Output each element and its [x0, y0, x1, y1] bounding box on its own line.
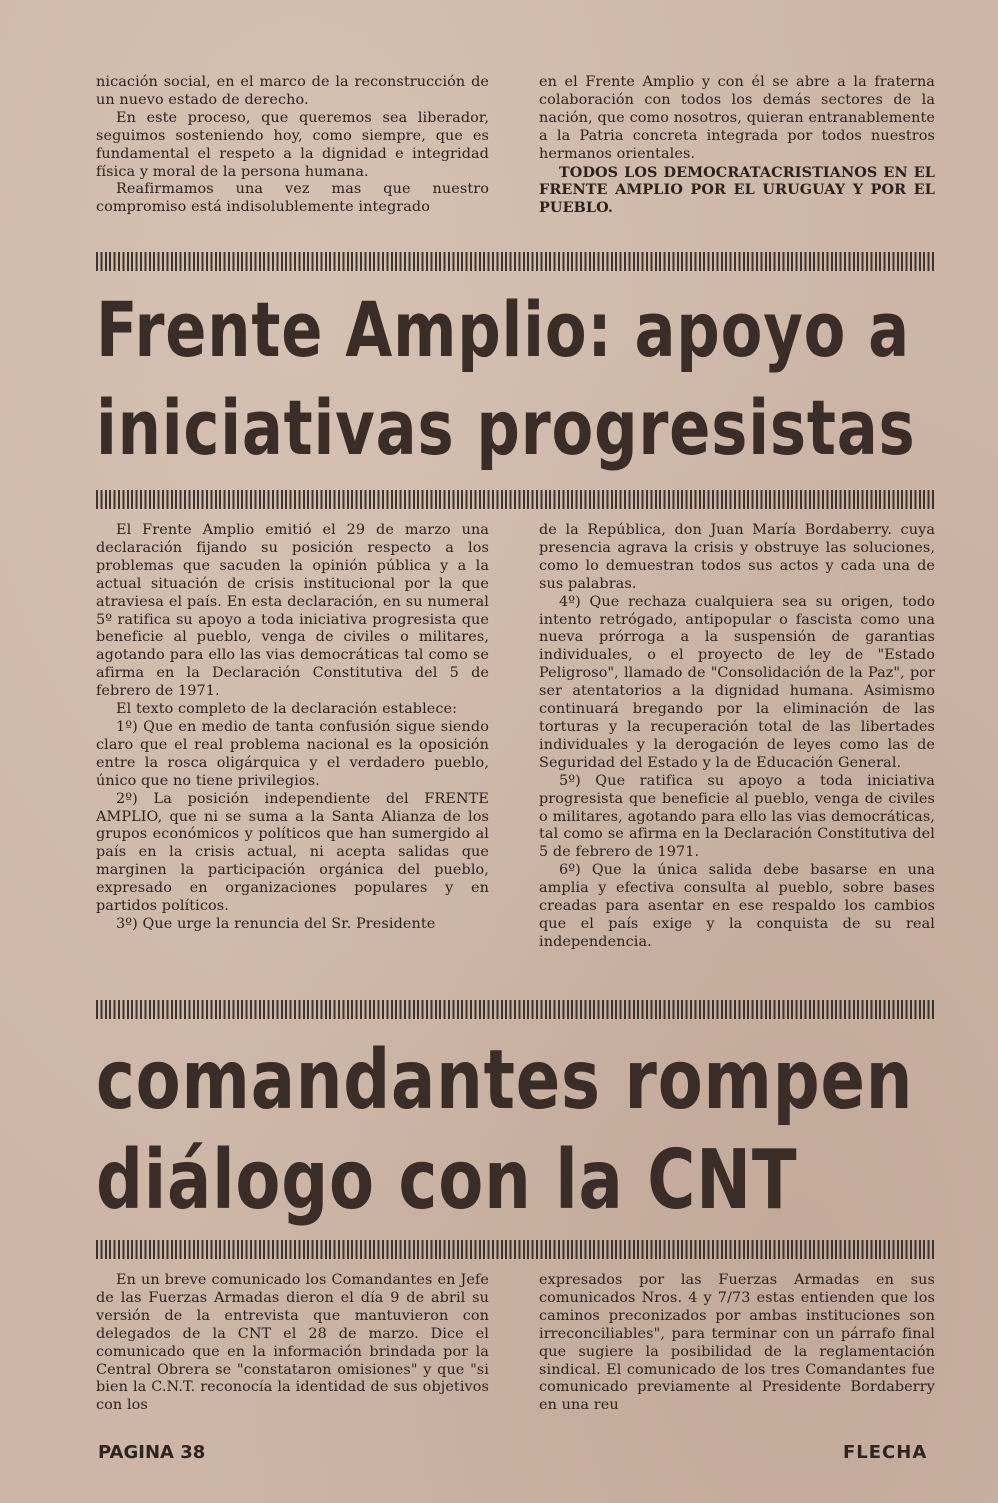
publication-name: FLECHA — [843, 1442, 928, 1463]
paragraph: 1º) Que en medio de tanta confusión sigue siendo claro que el real problema nacional es la oposición entre la rosca oligárquica y el verdadero pueblo, único que no tiene privilegios. — [96, 718, 489, 789]
article1-left-column — [96, 522, 489, 934]
page-number: PAGINA 38 — [98, 1442, 206, 1463]
article1-right-column — [539, 522, 935, 952]
article2-right-column — [539, 1272, 935, 1415]
headline-comandantes-line2: diálogo con la CNT — [96, 1133, 798, 1228]
paragraph: 6º) Que la única salida debe basarse en una amplia y efectiva consulta al pueblo, sobre bases creadas para asentar en ese respaldo los cambios que el país exige y la conquista de su real independencia. — [539, 862, 935, 950]
headline-frente-amplio-line1: Frente Amplio: apoyo a — [96, 285, 910, 374]
paragraph: El Frente Amplio emitió el 29 de marzo una declaración fijando su posición respecto a los problemas que sacuden la opinión pública y a la actual situación de crisis institucional por la que atraviesa el país. En esta declaración, en su numeral 5º ratifica su apoyo a toda iniciativa progresista que beneficie al pueblo, venga de civiles o militares, agotando para ello las vias democráticas tal como se afirma en la Declaración Constitutiva del 5 de febrero de 1971. — [96, 522, 489, 700]
divider-rule — [96, 1240, 936, 1259]
divider-rule — [96, 252, 936, 271]
top-article-left-column — [96, 74, 489, 217]
headline-comandantes-line1: comandantes rompen — [96, 1033, 914, 1128]
top-article-right-column — [539, 74, 935, 217]
paragraph: expresados por las Fuerzas Armadas en sus comunicados Nros. 4 y 7/73 estas entienden que los caminos preconizados por ambas instituciones son irreconciliables", para terminar con un párrafo final que sugiere la posibilidad de la reglamentación sindical. El comunicado de los tres Comandantes fue comunicado previamente al Presidente Bordaberry en una reu — [539, 1272, 935, 1414]
headline-frente-amplio-line2: iniciativas progresistas — [96, 383, 916, 472]
paragraph: 2º) La posición independiente del FRENTE AMPLIO, que ni se suma a la Santa Alianza de los grupos económicos y políticos que han sumergido al país en la crisis actual, ni acepta salidas que marginen la participación orgánica del pueblo, expresado en organizaciones populares y en partidos políticos. — [96, 790, 489, 915]
paragraph: 4º) Que rechaza cualquiera sea su origen, todo intento retrógado, antipopular o fascista como una nueva prórroga a la suspensión de garantias individuales, o el proyecto de ley de "Estado Peligroso", llamado de "Consolidación de la Paz", por ser atentatorios a la dignidad humana. Asimismo continuará bregando por la eliminación de las torturas y la recuperación total de las libertades individuales y la derogación de leyes como las de Seguridad del Estado y la de Educación General. — [539, 593, 935, 771]
paragraph: En un breve comunicado los Comandantes en Jefe de las Fuerzas Armadas dieron el día 9 de abril su versión de la entrevista que mantuvieron con delegados de la CNT el 28 de marzo. Dice el comunicado que en la información brindada por la Central Obrera se "constataron omisiones" y que "si bien la C.N.T. reconocía la identidad de sus objetivos con los — [96, 1272, 489, 1414]
paragraph: de la República, don Juan María Bordaberry. cuya presencia agrava la crisis y obstruye las soluciones, como lo demuestran todos sus actos y cada una de sus palabras. — [539, 522, 935, 592]
divider-rule — [96, 1000, 936, 1019]
paragraph: En este proceso, que queremos sea liberador, seguimos sosteniendo hoy, como siempre, que es fundamental el respeto a la dignidad e integridad física y moral de la persona humana. — [96, 109, 489, 180]
paragraph: nicación social, en el marco de la reconstrucción de un nuevo estado de derecho. — [96, 74, 489, 108]
paragraph: 3º) Que urge la renuncia del Sr. Presidente — [116, 915, 436, 932]
divider-rule — [96, 490, 936, 509]
article2-left-column — [96, 1272, 489, 1415]
paragraph: El texto completo de la declaración establece: — [116, 701, 458, 718]
paragraph: en el Frente Amplio y con él se abre a la fraterna colaboración con todos los demás sectores de la nación, que como nosotros, quieran entranablemente a la Patria concreta integrada por todos nuestros hermanos orientales. — [539, 74, 935, 162]
signature-paragraph: TODOS LOS DEMOCRATACRISTIANOS EN EL FRENTE AMPLIO POR EL URUGUAY Y POR EL PUEBLO. — [539, 163, 935, 217]
paragraph: Reafirmamos una vez mas que nuestro compromiso está indisolublemente integrado — [96, 181, 489, 216]
paragraph: 5º) Que ratifica su apoyo a toda iniciativa progresista que beneficie al pueblo, venga de civiles o militares, agotando para ello las vias democráticas, tal como se afirma en la Declaración Constitutiva del 5 de febrero de 1971. — [539, 772, 935, 861]
